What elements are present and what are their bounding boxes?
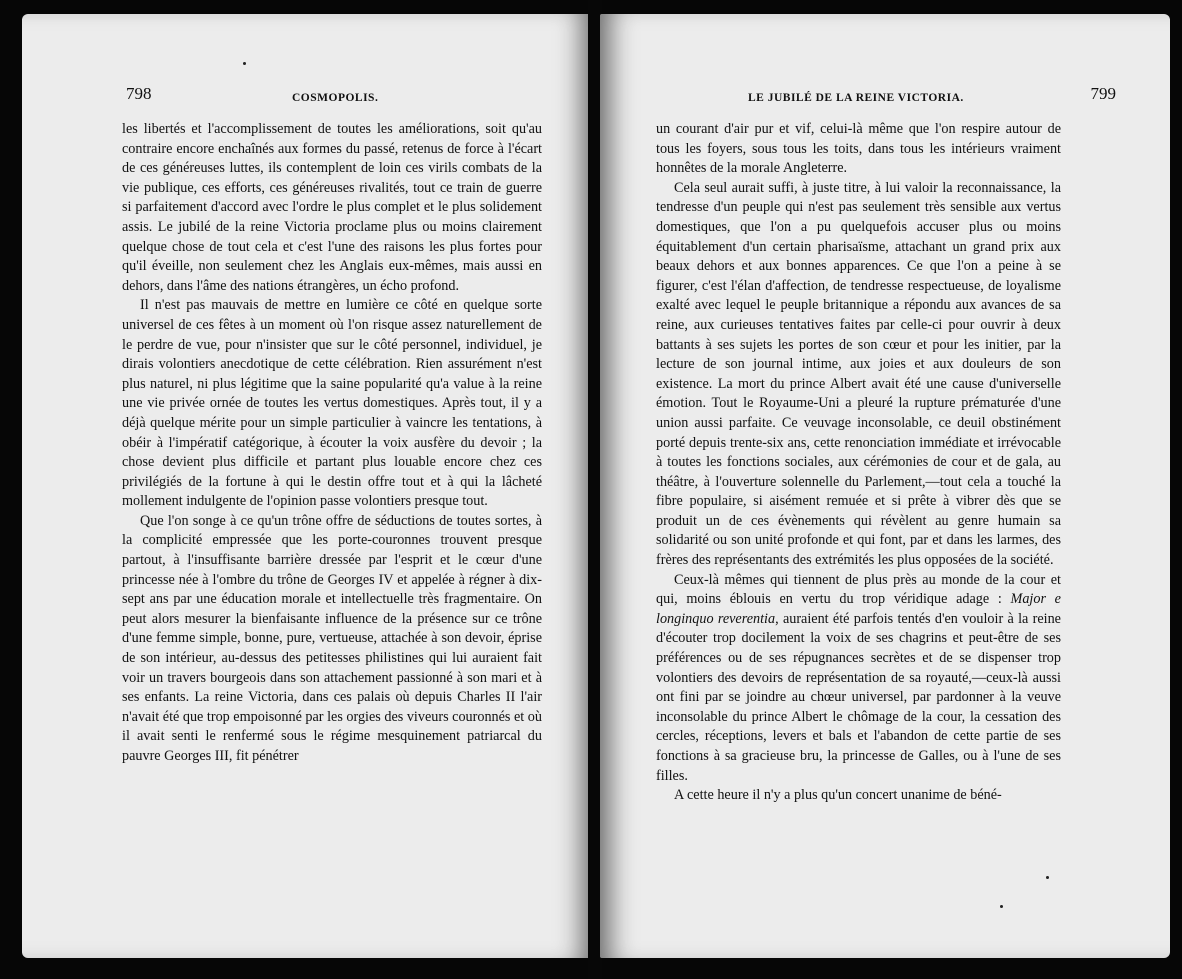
page-speck <box>1000 905 1003 908</box>
right-paragraph-3-rest: , auraient été parfois tentés d'en vouloir à la reine d'écouter trop docilement la voix de ses chagrins et peut-être de ses préférences ou de ses répugnances secrètes et de se dispenser trop volontiers des devoirs de représentation de sa royauté,—ceux-là aussi ont fini par se joindre au chœur universel, par pardonner à la veuve inconsolable du prince Albert le chômage de la cour, la cessation des cercles, réceptions, levers et bals et l'abandon de cette partie de ses fonctions à sa gracieuse bru, la princesse de Galles, ou à l'une de ses filles. <box>656 610 1061 784</box>
left-page-body <box>122 120 542 767</box>
right-paragraph-3-lead: Ceux-là mêmes qui tiennent de plus près au monde de la cour et qui, moins éblouis en vertu du trop véridique adage : <box>656 571 1061 608</box>
page-speck <box>243 62 246 65</box>
left-page-number: 798 <box>126 84 152 103</box>
right-page <box>600 14 1170 958</box>
right-paragraph-2: Cela seul aurait suffi, à juste titre, à lui valoir la reconnaissance, la tendresse d'un peuple qui n'est pas seulement très sensible aux vertus domestiques, que l'on a pu quelquefois accuser plus ou moins équitablement d'un certain pharisaïsme, attachant un grand prix aux beaux dehors et aux bonnes apparences. Ce que l'on a peine à se figurer, c'est l'élan d'affection, de tendresse respectueuse, de loyalisme exalté avec lequel le peuple britannique a répondu aux avances de sa reine, aux curieuses tentatives faites par celle-ci pour ouvrir à deux battants à ses sujets les portes de son cœur et pour les initier, par la lecture de son journal intime, aux joies et aux douleurs de son existence. La mort du prince Albert avait été une cause d'universelle émotion. Tout le Royaume-Uni a pleuré la rupture prématurée d'une union aussi parfaite. Ce veuvage inconsolable, ce deuil obstinément porté depuis trente-six ans, cette renonciation immédiate et irrévocable à toutes les fonctions sociales, aux cérémonies de cour et de gala, au théâtre, à l'ouverture solennelle du Parlement,—tout cela a touché la fibre populaire, si aisément remuée et si prête à vibrer dès que se produit un de ces évènements qui révèlent au genre humain sa solidarité ou son unité profonde et qui font, par et dans les larmes, des frères des représentants des extrémités les plus opposées de la société. <box>656 179 1061 569</box>
right-paragraph-1: un courant d'air pur et vif, celui-là même que l'on respire autour de tous les foyers, sous tous les toits, dans tous les intérieurs vraiment honnêtes de la morale Angleterre. <box>656 121 1061 177</box>
left-paragraph-3: Que l'on songe à ce qu'un trône offre de séductions de toutes sortes, à la complicité empressée que les porte-couronnes trouvent presque partout, à l'insuffisante barrière dressée par l'esprit et le cœur d'une princesse née à l'ombre du trône de Georges IV et appelée à régner à dix-sept ans par une éducation morale et intellectuelle très fragmentaire. On peut alors mesurer la bienfaisante influence de la présence sur ce trône d'une femme simple, bonne, pure, vertueuse, attachée à son devoir, éprise de son intérieur, au-dessus des petitesses philistines qui lui auraient fait voir un travers bourgeois dans son attachement passionné à son mari et à ses enfants. La reine Victoria, dans ces palais où depuis Charles II l'air n'avait été que trop empoisonné par les orgies des viveurs couronnés et où il avait senti le renfermé sous le régime mesquinement patriarcal du pauvre Georges III, fit pénétrer <box>122 512 542 764</box>
right-running-head <box>656 84 1116 112</box>
page-speck <box>1046 876 1049 879</box>
right-page-number: 799 <box>1090 84 1116 103</box>
left-page <box>22 14 590 958</box>
left-running-title: COSMOPOLIS. <box>292 92 379 104</box>
left-paragraph-2: Il n'est pas mauvais de mettre en lumière ce côté en quelque sorte universel de ces fêtes à un moment où l'on risque assez naturellement de le perdre de vue, pour n'insister que sur le côté personnel, individuel, je dirais volontiers anecdotique de cette célébration. Rien assurément n'est plus naturel, ni plus légitime que la saine popularité qu'a value à la reine une vie privée ornée de toutes les vertus domestiques. Après tout, il y a déjà quelque mérite pour un simple particulier à vaincre les tentations, à obéir à l'impératif catégorique, à écouter la voix ausfère du devoir ; la chose devient plus difficile et partant plus louable encore chez ces privilégiés de la fortune à qui le destin offre tout et à qui la lâcheté mollement indulgente de l'opinion passe volontiers presque tout. <box>122 297 542 510</box>
right-paragraph-4: A cette heure il n'y a plus qu'un concert unanime de béné- <box>674 787 1002 804</box>
right-paragraph-3 <box>656 571 1061 787</box>
left-running-head <box>126 84 556 112</box>
latin-adage: Major e longinquo reverentia <box>656 591 1061 627</box>
left-paragraph-1: les libertés et l'accomplissement de toutes les améliorations, soit qu'au contraire encore enchaînés aux formes du passé, retenus de force à l'écart de ces généreuses luttes, ils contemplent de loin ces virils combats de la vie publique, ces efforts, ces généreuses rivalités, tout ce train de guerre si parfaitement d'accord avec l'ordre le plus complet et le plus solidement assis. Le jubilé de la reine Victoria proclame plus ou moins clairement quelque chose de tout cela et c'est l'une des raisons les plus fortes pour qu'il éveille, non seulement chez les Anglais eux-mêmes, mais aussi en dehors, dans l'âme des nations étrangères, un écho profond. <box>122 121 542 294</box>
right-running-title: LE JUBILÉ DE LA REINE VICTORIA. <box>748 92 964 104</box>
right-page-body <box>656 120 1061 806</box>
